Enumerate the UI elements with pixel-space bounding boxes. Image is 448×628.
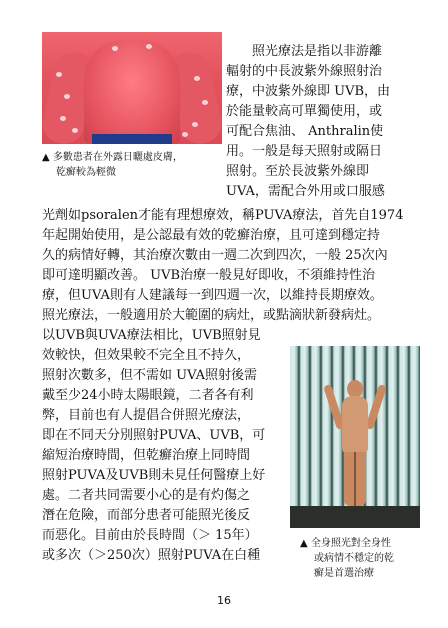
text-line: 照射PUVA及UVB則未見任何醫療上好 xyxy=(42,468,266,483)
text-line: 輻射的中長波紫外線照射治 xyxy=(226,64,383,79)
text-line: 照光療法是指以非游離 xyxy=(252,44,383,59)
text-line: 於能量較高可單獨使用，或 xyxy=(226,104,383,119)
text-line: 療，但UVA則有人建議每一到四週一次，以維持長期療效。 xyxy=(42,288,383,303)
left-column-text xyxy=(42,326,276,566)
text-line: 效較快，但效果較不完全且不持久， xyxy=(42,348,251,363)
text-line: 年起開始使用，是公認最有效的乾癬治療，且可達到穩定持 xyxy=(42,228,381,243)
page-number: 16 xyxy=(217,594,231,607)
full-width-text xyxy=(42,206,412,326)
uv-cabin-photo xyxy=(290,346,420,528)
text-line: UVA，需配合外用或口服感 xyxy=(226,184,385,199)
text-line: 戴至少24小時太陽眼鏡，二者各有利 xyxy=(42,388,254,403)
caption-line: 乾癬較為輕微 xyxy=(56,167,116,178)
text-line: 光劑如psoralen才能有理想療效，稱PUVA療法，首先自1974 xyxy=(42,208,404,223)
caption-line: ▲ 多數患者在外露日曬處皮膚， xyxy=(42,152,183,163)
top-figure-caption xyxy=(42,150,232,180)
patient-figure xyxy=(338,380,372,506)
text-line: 潛在危險，而部分患者可能照光後反 xyxy=(42,508,251,523)
text-line: 照射次數多，但不需如 UVA照射後需 xyxy=(42,368,257,383)
text-line: 照射。至於長波紫外線即 xyxy=(226,164,370,179)
text-line: 用。一般是每天照射或隔日 xyxy=(226,144,383,159)
caption-line: 或病情不穩定的乾 xyxy=(314,553,394,564)
text-line: 照光療法，一般適用於大範圍的病灶，或點滴狀新發病灶。 xyxy=(42,308,381,323)
text-line: 弊，目前也有人提倡合併照光療法， xyxy=(42,408,251,423)
right-column-text xyxy=(226,42,412,202)
right-figure-caption xyxy=(300,536,420,581)
text-line: 而惡化。目前由於長時間（＞ 15年） xyxy=(42,528,258,543)
text-line: 處。二者共同需要小心的是有灼傷之 xyxy=(42,488,251,503)
text-line: 久的病情好轉，其治療次數由一週二次到四次，一般 25次內 xyxy=(42,248,388,263)
psoriasis-back-photo xyxy=(42,32,222,144)
caption-line: ▲ 全身照光對全身性 xyxy=(300,538,391,549)
caption-line: 癬是首選治療 xyxy=(314,568,374,579)
text-line: 即在不同天分別照射PUVA、UVB，可 xyxy=(42,428,266,443)
text-line: 可配合焦油、 Anthralin使 xyxy=(226,124,384,139)
text-line: 以UVB與UVA療法相比，UVB照射見 xyxy=(42,328,261,343)
text-line: 或多次（＞250次）照射PUVA在白種 xyxy=(42,548,261,563)
text-line: 縮短治療時間，但乾癬治療上同時間 xyxy=(42,448,251,463)
text-line: 即可達明顯改善。 UVB治療一般見好即收，不須維持性治 xyxy=(42,268,376,283)
text-line: 療，中波紫外線即 UVB，由 xyxy=(226,84,391,99)
